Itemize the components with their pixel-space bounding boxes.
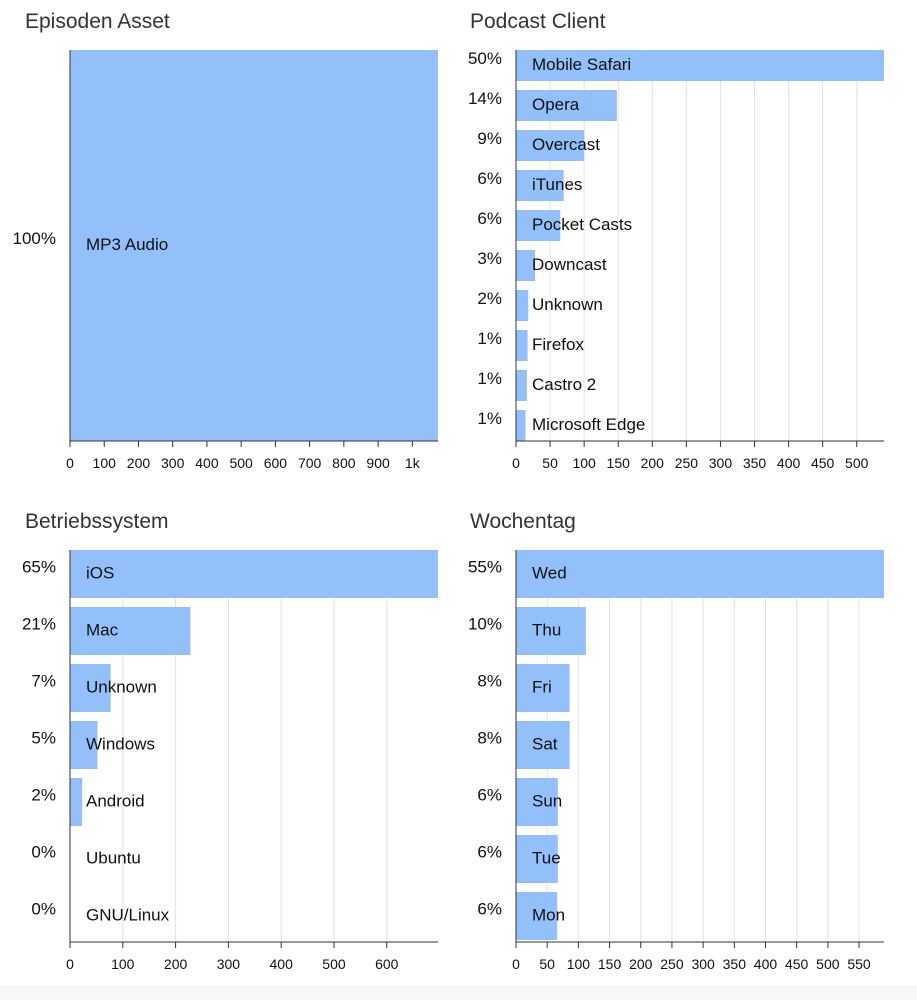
x-tick-label: 100 <box>566 956 591 972</box>
bar-label: Android <box>86 791 145 811</box>
bar-label: Fri <box>532 677 552 697</box>
chart-svg <box>0 500 458 990</box>
x-tick-label: 400 <box>269 956 293 972</box>
percent-label: 3% <box>477 248 502 268</box>
x-tick-label: 200 <box>640 455 664 471</box>
x-tick-label: 0 <box>66 455 74 471</box>
bar-label: Downcast <box>532 254 607 274</box>
percent-label: 100% <box>12 228 56 248</box>
bar-label: Mobile Safari <box>532 54 632 74</box>
bar-label: Unknown <box>532 294 603 314</box>
x-tick-label: 550 <box>847 956 871 972</box>
bar <box>516 370 527 401</box>
x-tick-label: 400 <box>776 455 801 471</box>
x-tick-label: 300 <box>691 956 715 972</box>
x-tick-label: 350 <box>722 956 746 972</box>
percent-label: 1% <box>477 408 502 428</box>
percent-label: 2% <box>31 785 56 805</box>
x-tick-label: 100 <box>92 455 116 471</box>
x-tick-label: 600 <box>375 956 399 972</box>
bar-label: Firefox <box>532 334 584 354</box>
bar-label: Sat <box>532 734 558 754</box>
chart-betriebssystem <box>0 500 458 990</box>
chart-episoden-asset <box>0 0 458 490</box>
chart-title: Wochentag <box>470 510 576 533</box>
x-tick-label: 800 <box>332 455 356 471</box>
x-tick-label: 250 <box>660 956 684 972</box>
bar-label: Mon <box>532 905 566 925</box>
bar-label: Thu <box>532 620 562 640</box>
x-tick-label: 50 <box>539 956 555 972</box>
x-tick-label: 450 <box>810 455 835 471</box>
bar <box>516 330 528 361</box>
bar-label: Overcast <box>532 134 601 154</box>
bar <box>516 410 526 441</box>
chart-svg <box>458 0 917 490</box>
percent-label: 1% <box>477 368 502 388</box>
x-tick-label: 300 <box>216 956 241 972</box>
footer-strip <box>0 985 917 1000</box>
x-tick-label: 100 <box>111 956 135 972</box>
percent-label: 9% <box>477 128 502 148</box>
bar <box>70 778 82 826</box>
percent-label: 55% <box>467 557 502 577</box>
percent-label: 0% <box>31 899 56 919</box>
x-tick-label: 450 <box>784 956 809 972</box>
percent-label: 50% <box>467 48 502 68</box>
x-tick-label: 300 <box>161 455 185 471</box>
percent-label: 21% <box>21 614 56 634</box>
bar-label: Unknown <box>86 677 157 697</box>
bar-label: iTunes <box>532 174 583 194</box>
percent-label: 1% <box>477 328 502 348</box>
x-tick-label: 600 <box>263 455 288 471</box>
chart-title: Podcast Client <box>470 10 606 33</box>
x-tick-label: 350 <box>742 455 767 471</box>
bar-label: Opera <box>532 94 580 114</box>
bar-label: GNU/Linux <box>86 905 170 925</box>
bar-label: Mac <box>86 620 119 640</box>
percent-label: 6% <box>477 899 502 919</box>
x-tick-label: 400 <box>195 455 219 471</box>
bar <box>516 290 528 321</box>
percent-label: 10% <box>467 614 502 634</box>
x-tick-label: 300 <box>708 455 733 471</box>
x-tick-label: 500 <box>322 956 346 972</box>
chart-wochentag <box>458 500 917 990</box>
percent-label: 6% <box>477 168 502 188</box>
bar-label: Castro 2 <box>532 374 597 394</box>
x-tick-label: 200 <box>126 455 151 471</box>
bar-label: Sun <box>532 791 563 811</box>
x-tick-label: 200 <box>163 956 188 972</box>
percent-label: 6% <box>477 785 502 805</box>
percent-label: 8% <box>477 671 502 691</box>
bar-label: Pocket Casts <box>532 214 633 234</box>
bar-label: MP3 Audio <box>86 234 169 254</box>
percent-label: 7% <box>31 671 56 691</box>
x-tick-label: 900 <box>366 455 390 471</box>
percent-label: 5% <box>31 728 56 748</box>
chart-title: Episoden Asset <box>25 10 170 33</box>
x-tick-label: 500 <box>229 455 253 471</box>
percent-label: 0% <box>31 842 56 862</box>
bar <box>70 550 438 598</box>
bar-label: Ubuntu <box>86 848 141 868</box>
percent-label: 8% <box>477 728 502 748</box>
x-tick-label: 150 <box>606 455 630 471</box>
bar-label: Windows <box>86 734 155 754</box>
percent-label: 6% <box>477 208 502 228</box>
x-tick-label: 50 <box>542 455 558 471</box>
x-tick-label: 500 <box>845 455 869 471</box>
x-tick-label: 150 <box>597 956 622 972</box>
percent-label: 65% <box>21 557 56 577</box>
x-tick-label: 0 <box>512 455 520 471</box>
bar-label: Wed <box>532 563 567 583</box>
x-tick-label: 1k <box>404 455 420 471</box>
chart-svg <box>458 500 917 990</box>
x-tick-label: 500 <box>816 956 840 972</box>
x-tick-label: 0 <box>512 956 520 972</box>
x-tick-label: 400 <box>753 956 778 972</box>
chart-svg <box>0 0 458 490</box>
bar <box>516 550 884 598</box>
chart-podcast-client <box>458 0 917 490</box>
percent-label: 14% <box>467 88 502 108</box>
percent-label: 6% <box>477 842 502 862</box>
chart-title: Betriebssystem <box>25 510 169 533</box>
x-tick-label: 700 <box>297 455 322 471</box>
bar-label: Microsoft Edge <box>532 414 646 434</box>
x-tick-label: 200 <box>629 956 653 972</box>
x-tick-label: 0 <box>66 956 74 972</box>
percent-label: 2% <box>477 288 502 308</box>
x-tick-label: 250 <box>674 455 699 471</box>
bar-label: iOS <box>86 563 115 583</box>
x-tick-label: 100 <box>572 455 596 471</box>
bar-label: Tue <box>532 848 561 868</box>
